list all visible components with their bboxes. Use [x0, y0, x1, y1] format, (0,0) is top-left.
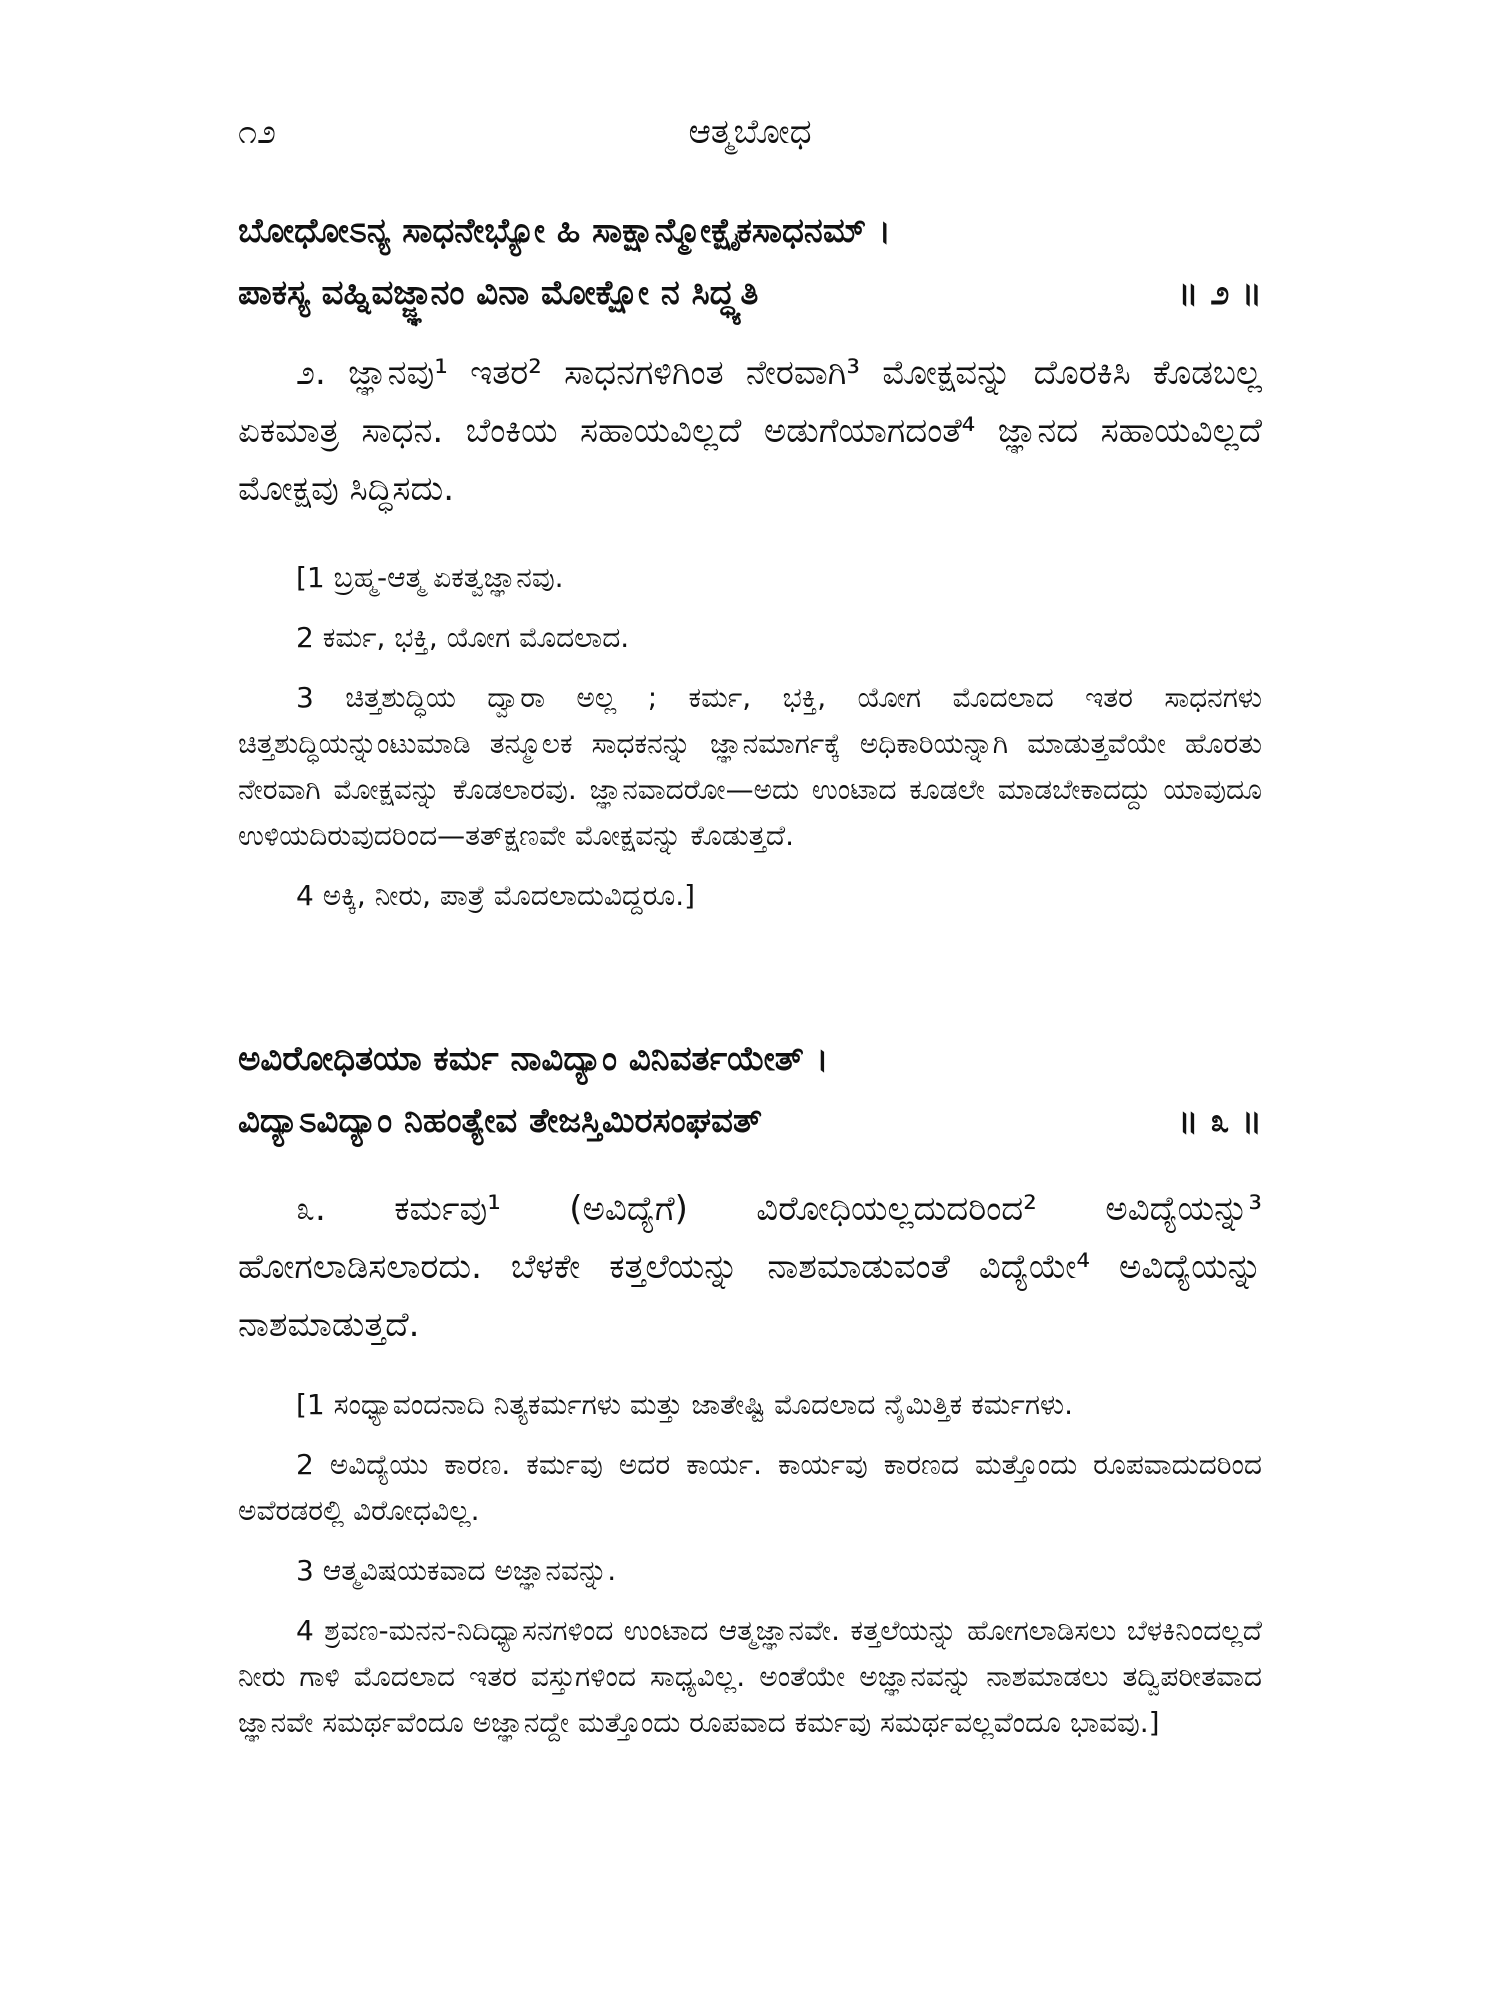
running-title: ಆತ್ಮಬೋಧ: [688, 112, 812, 152]
verse-3-line-2-text: ವಿದ್ಯಾಽವಿದ್ಯಾಂ ನಿಹಂತ್ಯೇವ ತೇಜಸ್ತಿಮಿರಸಂಘವತ್: [238, 1101, 763, 1141]
verse-2-number: ॥ ೨ ॥: [1177, 273, 1262, 313]
verse-2-line-1: [238, 200, 1262, 262]
translation-3: ೩. ಕರ್ಮವು¹ (ಅವಿದ್ಯೆಗೆ) ವಿರೋಧಿಯಲ್ಲದುದರಿಂದ² ಅವಿದ್ಯೆಯನ್ನು³ ಹೋಗಲಾಡಿಸಲಾರದು. ಬೆಳಕೇ ಕತ್ತಲೆಯನ್ನು ನಾಶಮಾಡುವಂತೆ ವಿದ್ಯೆಯೇ⁴ ಅವಿದ್ಯೆಯನ್ನು ನಾಶಮಾಡುತ್ತದೆ.: [238, 1189, 1262, 1345]
note-item: [1 ಬ್ರಹ್ಮ-ಆತ್ಮ ಏಕತ್ವಜ್ಞಾನವು.: [296, 561, 564, 594]
notes-2: [238, 555, 1262, 933]
verse-3-line-1-text: ಅವಿರೋಧಿತಯಾ ಕರ್ಮ ನಾವಿದ್ಯಾಂ ವಿನಿವರ್ತಯೇತ್ ।: [238, 1039, 829, 1079]
note-item: 4 ಅಕ್ಕಿ, ನೀರು, ಪಾತ್ರೆ ಮೊದಲಾದುವಿದ್ದರೂ.]: [296, 879, 696, 912]
note-item: [1 ಸಂಧ್ಯಾವಂದನಾದಿ ನಿತ್ಯಕರ್ಮಗಳು ಮತ್ತು ಜಾತೇಷ್ಟಿ ಮೊದಲಾದ ನೈಮಿತ್ತಿಕ ಕರ್ಮಗಳು.: [296, 1388, 1073, 1421]
page-number: ೧೨: [238, 112, 277, 152]
verse-3-line-2: [238, 1090, 1262, 1152]
note-item: 3 ಚಿತ್ತಶುದ್ಧಿಯ ದ್ವಾರಾ ಅಲ್ಲ ; ಕರ್ಮ, ಭಕ್ತಿ, ಯೋಗ ಮೊದಲಾದ ಇತರ ಸಾಧನಗಳು ಚಿತ್ತಶುದ್ಧಿಯನ್ನುಂಟುಮಾಡಿ ತನ್ಮೂಲಕ ಸಾಧಕನನ್ನು ಜ್ಞಾನಮಾರ್ಗಕ್ಕೆ ಅಧಿಕಾರಿಯನ್ನಾಗಿ ಮಾಡುತ್ತವೆಯೇ ಹೊರತು ನೇರವಾಗಿ ಮೋಕ್ಷವನ್ನು ಕೊಡಲಾರವು. ಜ್ಞಾನವಾದರೋ—ಅದು ಉಂಟಾದ ಕೂಡಲೇ ಮಾಡಬೇಕಾದದ್ದು ಯಾವುದೂ ಉಳಿಯದಿರುವುದರಿಂದ—ತತ್‌ಕ್ಷಣವೇ ಮೋಕ್ಷವನ್ನು ಕೊಡುತ್ತದೆ.: [238, 681, 1262, 852]
page-header: [238, 112, 1262, 172]
translation-2: ೨. ಜ್ಞಾನವು¹ ಇತರ² ಸಾಧನಗಳಿಗಿಂತ ನೇರವಾಗಿ³ ಮೋಕ್ಷವನ್ನು ದೊರಕಿಸಿ ಕೊಡಬಲ್ಲ ಏಕಮಾತ್ರ ಸಾಧನ. ಬೆಂಕಿಯ ಸಹಾಯವಿಲ್ಲದೆ ಅಡುಗೆಯಾಗದಂತೆ⁴ ಜ್ಞಾನದ ಸಹಾಯವಿಲ್ಲದೆ ಮೋಕ್ಷವು ಸಿದ್ಧಿಸದು.: [238, 353, 1262, 509]
verse-2: [238, 200, 1262, 324]
note-item: 2 ಕರ್ಮ, ಭಕ್ತಿ, ಯೋಗ ಮೊದಲಾದ.: [296, 621, 630, 654]
verse-2-line-2: [238, 262, 1262, 324]
note-item: 3 ಆತ್ಮವಿಷಯಕವಾದ ಅಜ್ಞಾನವನ್ನು.: [296, 1554, 617, 1587]
note-item: 4 ಶ್ರವಣ-ಮನನ-ನಿದಿಧ್ಯಾಸನಗಳಿಂದ ಉಂಟಾದ ಆತ್ಮಜ್ಞಾನವೇ. ಕತ್ತಲೆಯನ್ನು ಹೋಗಲಾಡಿಸಲು ಬೆಳಕಿನಿಂದಲ್ಲದೆ ನೀರು ಗಾಳಿ ಮೊದಲಾದ ಇತರ ವಸ್ತುಗಳಿಂದ ಸಾಧ್ಯವಿಲ್ಲ. ಅಂತೆಯೇ ಅಜ್ಞಾನವನ್ನು ನಾಶಮಾಡಲು ತದ್ವಿಪರೀತವಾದ ಜ್ಞಾನವೇ ಸಮರ್ಥವೆಂದೂ ಅಜ್ಞಾನದ್ದೇ ಮತ್ತೊಂದು ರೂಪವಾದ ಕರ್ಮವು ಸಮರ್ಥವಲ್ಲವೆಂದೂ ಭಾವವು.]: [238, 1614, 1262, 1739]
verse-3-number: ॥ ೩ ॥: [1177, 1101, 1262, 1141]
notes-3: [238, 1382, 1262, 1760]
verse-2-line-2-text: ಪಾಕಸ್ಯ ವಹ್ನಿವಜ್ಜ್ಞಾನಂ ವಿನಾ ಮೋಕ್ಷೋ ನ ಸಿದ್ಧ್ಯತಿ: [238, 273, 759, 313]
verse-3: [238, 1028, 1262, 1152]
note-item: 2 ಅವಿದ್ಯೆಯು ಕಾರಣ. ಕರ್ಮವು ಅದರ ಕಾರ್ಯ. ಕಾರ್ಯವು ಕಾರಣದ ಮತ್ತೊಂದು ರೂಪವಾದುದರಿಂದ ಅವೆರಡರಲ್ಲಿ ವಿರೋಧವಿಲ್ಲ.: [238, 1448, 1262, 1527]
verse-2-line-1-text: ಬೋಧೋಽನ್ಯ ಸಾಧನೇಭ್ಯೋ ಹಿ ಸಾಕ್ಷಾನ್ಮೋಕ್ಷೈಕಸಾಧನಮ್ ।: [238, 211, 891, 251]
verse-3-line-1: [238, 1028, 1262, 1090]
